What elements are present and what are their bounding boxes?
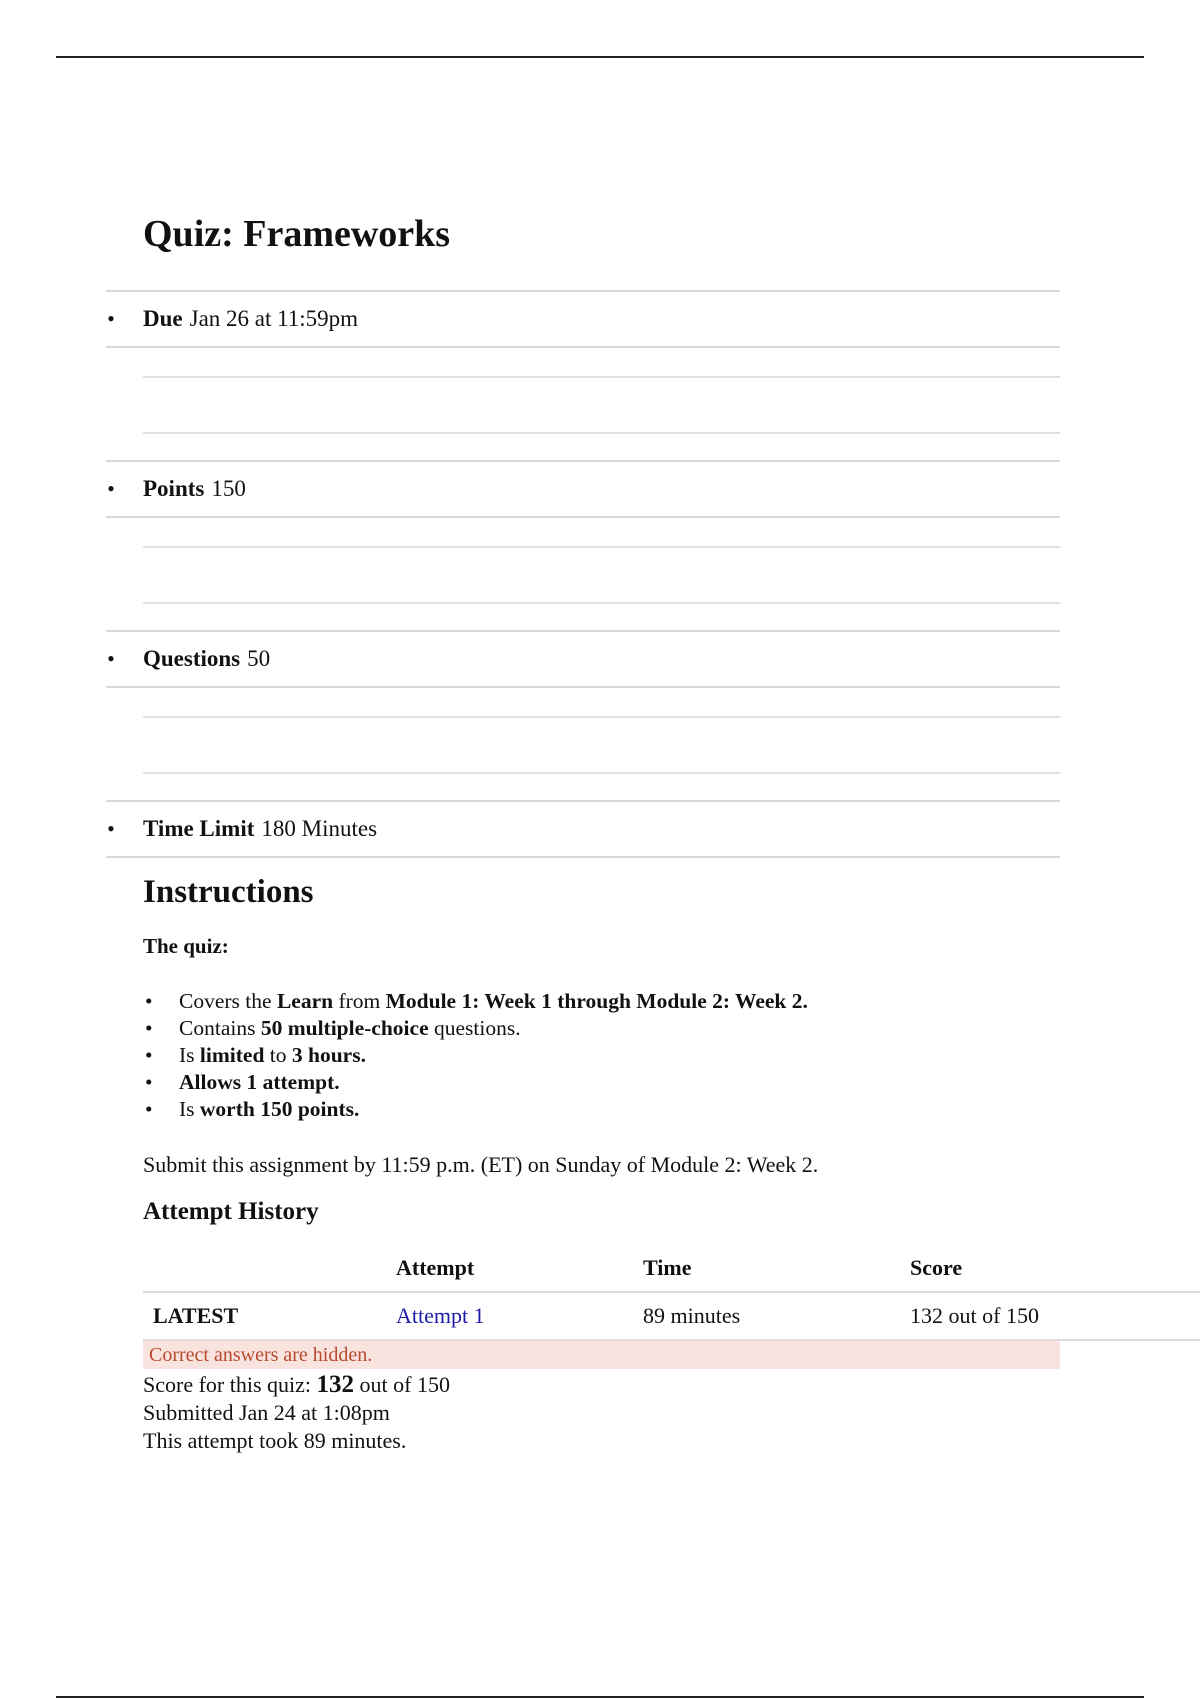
attempt-score: 132 out of 150 xyxy=(910,1292,1200,1340)
meta-value: 180 Minutes xyxy=(261,816,378,841)
meta-due xyxy=(106,290,1060,348)
attempt-history-table xyxy=(143,1245,1200,1341)
correct-answers-hidden-notice: Correct answers are hidden. xyxy=(143,1341,1060,1369)
meta-label: Time Limit xyxy=(143,816,255,841)
list-item: • Is limited to 3 hours. xyxy=(143,1042,808,1069)
bullet-icon: • xyxy=(107,476,115,501)
score-value: 132 xyxy=(316,1371,355,1398)
meta-label: Questions xyxy=(143,646,241,671)
attempt-link[interactable]: Attempt 1 xyxy=(396,1303,485,1328)
meta-divider xyxy=(143,546,1060,604)
attempt-history-heading: Attempt History xyxy=(143,1198,319,1225)
list-item: • Covers the Learn from Module 1: Week 1 through Module 2: Week 2. xyxy=(143,988,808,1015)
meta-time-limit xyxy=(106,800,1060,858)
bottom-page-rule xyxy=(56,1696,1144,1698)
duration-line: This attempt took 89 minutes. xyxy=(143,1428,407,1453)
bullet-icon: • xyxy=(107,646,115,671)
table-row xyxy=(143,1292,1200,1340)
meta-divider xyxy=(143,376,1060,434)
latest-tag: LATEST xyxy=(143,1292,396,1340)
table-header-row xyxy=(143,1245,1200,1292)
list-item: • Contains 50 multiple-choice questions. xyxy=(143,1015,808,1042)
quiz-score-line: Score for this quiz: 132 out of 150 xyxy=(143,1371,450,1398)
column-header: Time xyxy=(643,1245,910,1292)
instructions-lead: The quiz: xyxy=(143,934,229,958)
submit-note: Submit this assignment by 11:59 p.m. (ET) on Sunday of Module 2: Week 2. xyxy=(143,1152,819,1177)
meta-value: 150 xyxy=(211,476,246,501)
instructions-list xyxy=(143,988,808,1123)
column-header: Score xyxy=(910,1245,1200,1292)
meta-label: Points xyxy=(143,476,205,501)
attempt-time: 89 minutes xyxy=(643,1292,910,1340)
meta-points xyxy=(106,460,1060,518)
meta-questions xyxy=(106,630,1060,688)
page-title: Quiz: Frameworks xyxy=(143,213,451,255)
meta-value: 50 xyxy=(247,646,271,671)
list-item: • Allows 1 attempt. xyxy=(143,1069,808,1096)
meta-value: Jan 26 at 11:59pm xyxy=(189,306,359,331)
bullet-icon: • xyxy=(107,306,115,331)
column-header: Attempt xyxy=(396,1245,643,1292)
list-item: • Is worth 150 points. xyxy=(143,1096,808,1123)
meta-divider xyxy=(143,716,1060,774)
attempt-summary xyxy=(143,1371,450,1455)
top-page-rule xyxy=(56,56,1144,58)
column-header xyxy=(143,1245,396,1292)
submitted-line: Submitted Jan 24 at 1:08pm xyxy=(143,1400,390,1425)
quiz-meta-list xyxy=(106,290,1060,858)
instructions-heading: Instructions xyxy=(143,874,314,910)
meta-label: Due xyxy=(143,306,183,331)
bullet-icon: • xyxy=(107,816,115,841)
